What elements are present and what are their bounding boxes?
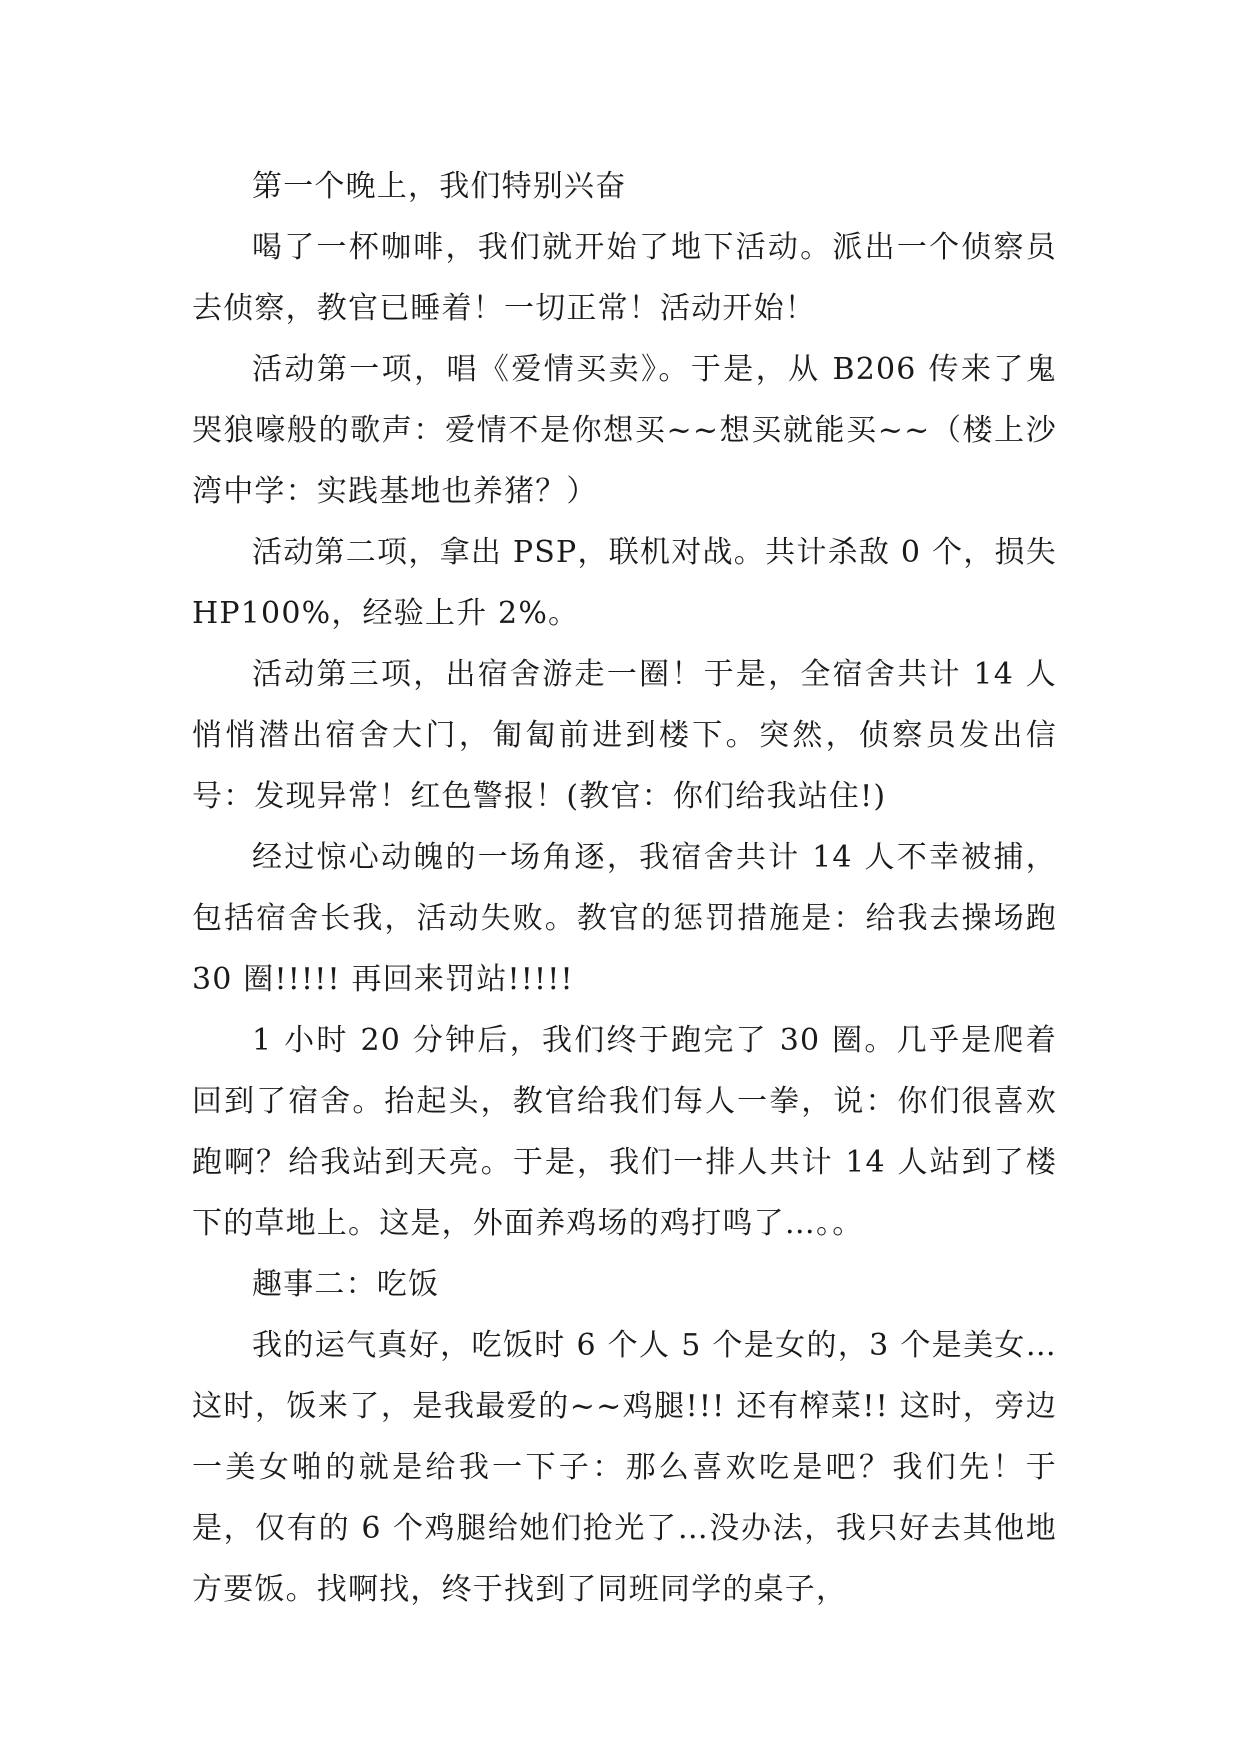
- paragraph-6: 经过惊心动魄的一场角逐，我宿舍共计 14 人不幸被捕，包括宿舍长我，活动失败。教官的惩罚措施是：给我去操场跑 30 圈!!!!! 再回来罚站!!!!!: [192, 840, 1057, 997]
- section-heading: 趣事二：吃饭: [252, 1267, 440, 1302]
- document-page: [192, 156, 1057, 1620]
- paragraph-7: 1 小时 20 分钟后，我们终于跑完了 30 圈。几乎是爬着回到了宿舍。抬起头，教官给我们每人一拳，说：你们很喜欢跑啊？给我站到天亮。于是，我们一排人共计 14 人站到了楼下的草地上。这是，外面养鸡场的鸡打鸣了…。。: [192, 1023, 1057, 1241]
- paragraph-4: 活动第二项，拿出 PSP，联机对战。共计杀敌 0 个，损失 HP100%，经验上升 2%。: [192, 535, 1057, 631]
- paragraph-2: 喝了一杯咖啡，我们就开始了地下活动。派出一个侦察员去侦察，教官已睡着！一切正常！活动开始！: [192, 230, 1057, 326]
- paragraph-3: 活动第一项，唱《爱情买卖》。于是，从 B206 传来了鬼哭狼嚎般的歌声：爱情不是你想买~~想买就能买~~（楼上沙湾中学：实践基地也养猪？）: [192, 352, 1057, 509]
- paragraph-8: 我的运气真好，吃饭时 6 个人 5 个是女的，3 个是美女…这时，饭来了，是我最爱的~~鸡腿!!! 还有榨菜!! 这时，旁边一美女啪的就是给我一下子：那么喜欢吃是吧？我们先！于是，仅有的 6 个鸡腿给她们抢光了…没办法，我只好去其他地方要饭。找啊找，终于找到了同班同学的桌子，: [192, 1328, 1057, 1607]
- paragraph-5: 活动第三项，出宿舍游走一圈！于是，全宿舍共计 14 人悄悄潜出宿舍大门，匍匐前进到楼下。突然，侦察员发出信号：发现异常！红色警报！(教官：你们给我站住!): [192, 657, 1057, 814]
- paragraph-1: 第一个晚上，我们特别兴奋: [252, 169, 627, 204]
